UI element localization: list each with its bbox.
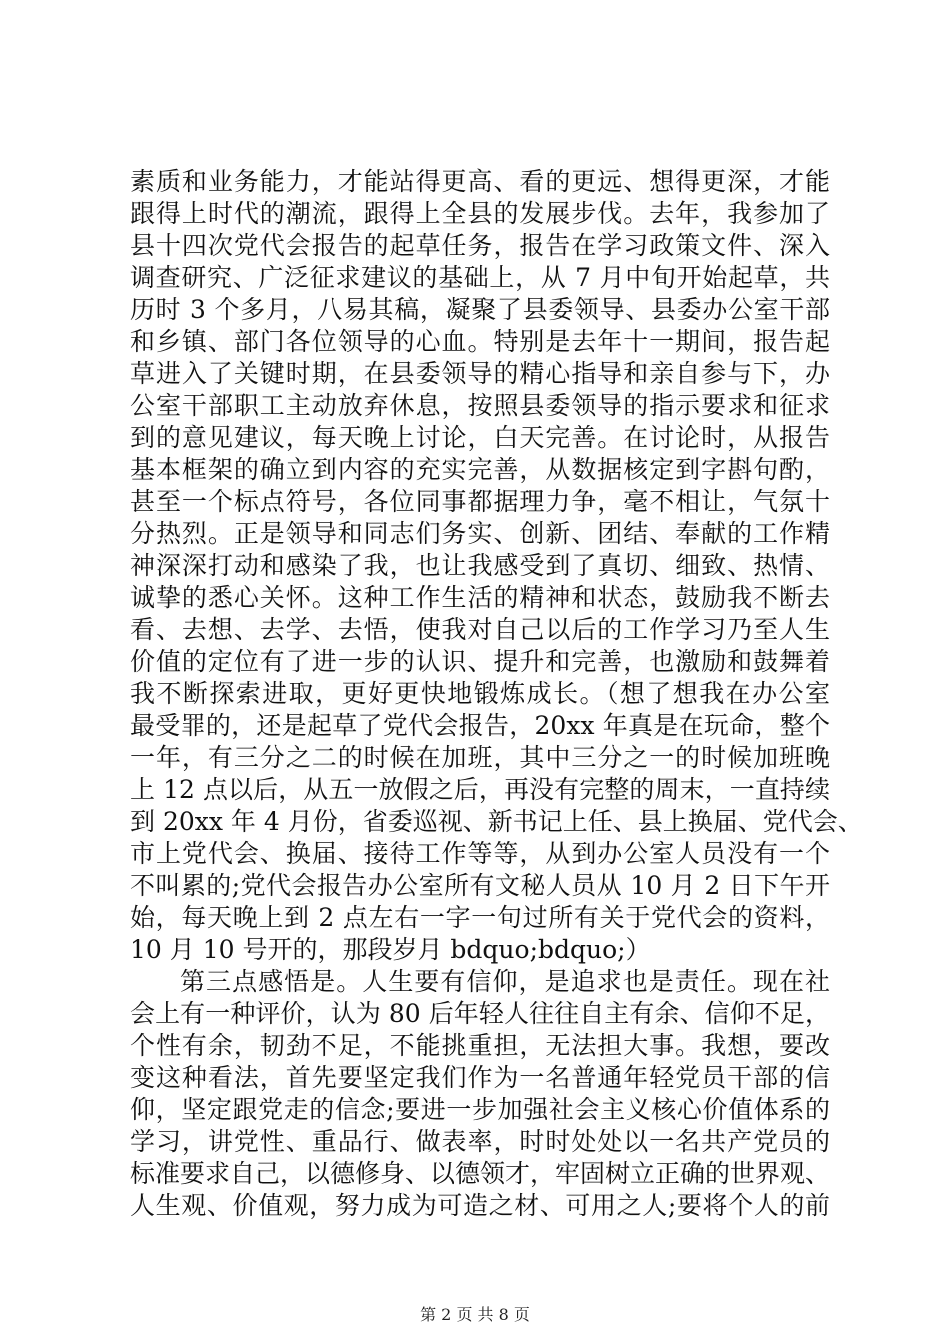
text-line: 草进入了关键时期，在县委领导的精心指导和亲自参与下，办 <box>130 359 830 388</box>
document-body <box>130 166 863 1222</box>
text-line: 仰，坚定跟党走的信念;要进一步加强社会主义核心价值体系的 <box>130 1095 830 1124</box>
text-line: 第三点感悟是。人生要有信仰，是追求也是责任。现在社 <box>180 967 830 996</box>
text-line: 价值的定位有了进一步的认识、提升和完善，也激励和鼓舞着 <box>130 647 830 676</box>
text-line: 分热烈。正是领导和同志们务实、创新、团结、奉献的工作精 <box>130 519 830 548</box>
text-line: 看、去想、去学、去悟，使我对自己以后的工作学习乃至人生 <box>130 615 830 644</box>
text-line: 最受罪的，还是起草了党代会报告，20xx 年真是在玩命，整个 <box>130 711 830 740</box>
text-line: 到的意见建议，每天晚上讨论，白天完善。在讨论时，从报告 <box>130 423 830 452</box>
text-line: 人生观、价值观，努力成为可造之材、可用之人;要将个人的前 <box>130 1191 830 1220</box>
text-line: 历时 3 个多月，八易其稿，凝聚了县委领导、县委办公室干部 <box>130 295 830 324</box>
text-line: 基本框架的确立到内容的充实完善，从数据核定到字斟句酌， <box>130 455 830 484</box>
text-line: 诚挚的悉心关怀。这种工作生活的精神和状态，鼓励我不断去 <box>130 583 830 612</box>
text-line: 会上有一种评价，认为 80 后年轻人往往自主有余、信仰不足， <box>130 999 830 1028</box>
text-line: 公室干部职工主动放弃休息，按照县委领导的指示要求和征求 <box>130 391 830 420</box>
text-line: 甚至一个标点符号，各位同事都据理力争，毫不相让，气氛十 <box>130 487 830 516</box>
text-line: 一年，有三分之二的时候在加班，其中三分之一的时候加班晚 <box>130 743 830 772</box>
paragraph-1 <box>130 166 863 966</box>
text-line: 学习，讲党性、重品行、做表率，时时处处以一名共产党员的 <box>130 1127 830 1156</box>
page-footer: 第 2 页 共 8 页 <box>420 1305 530 1324</box>
text-line: 跟得上时代的潮流，跟得上全县的发展步伐。去年，我参加了 <box>130 199 830 228</box>
paragraph-2 <box>130 966 830 1222</box>
text-line: 和乡镇、部门各位领导的心血。特别是去年十一期间，报告起 <box>130 327 830 356</box>
text-line: 到 20xx 年 4 月份，省委巡视、新书记上任、县上换届、党代会、 <box>130 807 863 836</box>
text-line: 素质和业务能力，才能站得更高、看的更远、想得更深，才能 <box>130 167 830 196</box>
text-line: 县十四次党代会报告的起草任务，报告在学习政策文件、深入 <box>130 231 830 260</box>
text-line: 上 12 点以后，从五一放假之后，再没有完整的周末，一直持续 <box>130 775 830 804</box>
text-line: 我不断探索进取，更好更快地锻炼成长。（想了想我在办公室 <box>130 679 830 708</box>
text-line: 不叫累的;党代会报告办公室所有文秘人员从 10 月 2 日下午开 <box>130 871 830 900</box>
text-line: 始，每天晚上到 2 点左右一字一句过所有关于党代会的资料， <box>130 903 830 932</box>
text-line: 标准要求自己，以德修身、以德领才，牢固树立正确的世界观、 <box>130 1159 831 1188</box>
text-line: 神深深打动和感染了我，也让我感受到了真切、细致、热情、 <box>130 551 830 580</box>
text-line: 市上党代会、换届、接待工作等等，从到办公室人员没有一个 <box>130 839 830 868</box>
text-line: 变这种看法，首先要坚定我们作为一名普通年轻党员干部的信 <box>130 1063 830 1092</box>
text-line: 调查研究、广泛征求建议的基础上，从 7 月中旬开始起草，共 <box>130 263 830 292</box>
text-line: 个性有余，韧劲不足，不能挑重担，无法担大事。我想，要改 <box>130 1031 830 1060</box>
text-line: 10 月 10 号开的，那段岁月 bdquo;bdquo;） <box>130 935 651 964</box>
